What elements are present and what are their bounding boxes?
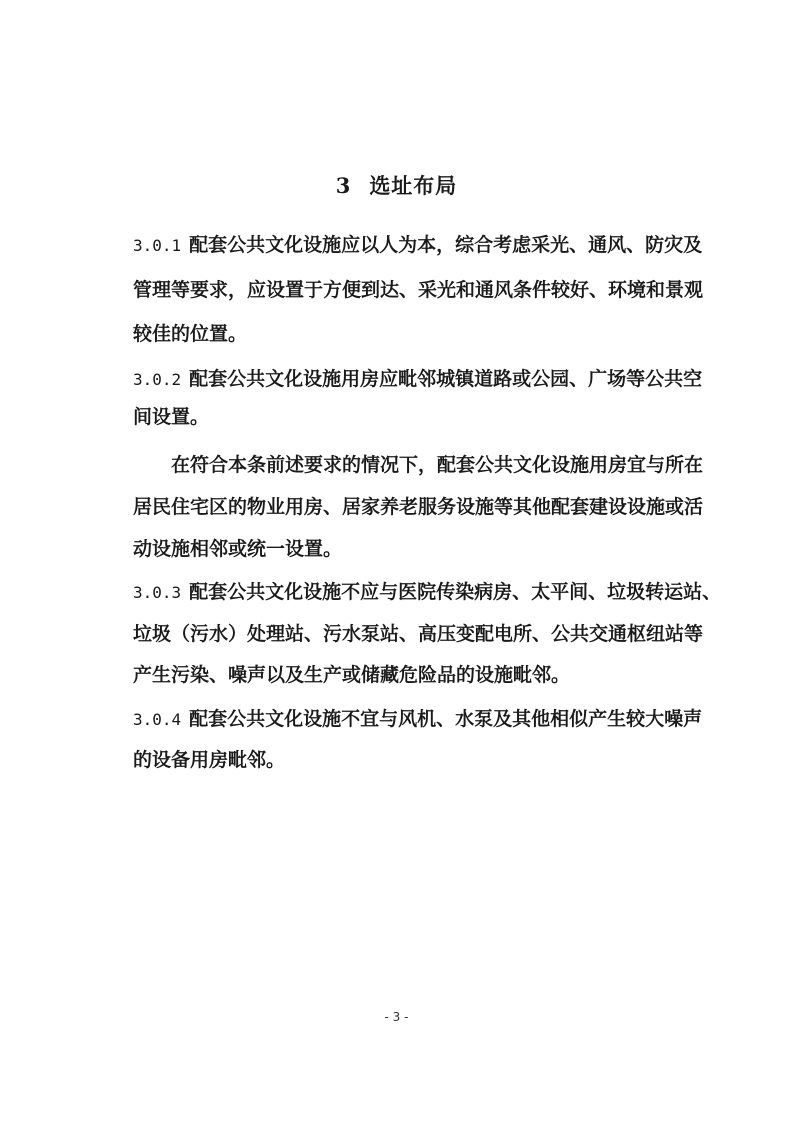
clause-3-0-2-line-1 [133, 366, 702, 393]
clause-number: 3.0.1 [133, 236, 182, 255]
clause-number: 3.0.2 [133, 370, 182, 389]
clause-3-0-3-line-3: 产生污染、噪声以及生产或储藏危险品的设施毗邻。 [133, 664, 571, 686]
clause-3-0-3-line-2: 垃圾（污水）处理站、污水泵站、高压变配电所、公共交通枢纽站等 [133, 623, 704, 645]
clause-3-0-1-line-2: 管理等要求，应设置于方便到达、采光和通风条件较好、环境和景观 [133, 279, 704, 301]
clause-3-0-2-paragraph-line-1: 在符合本条前述要求的情况下，配套公共文化设施用房宜与所在 [171, 454, 704, 476]
chapter-title-text: 选址布局 [369, 173, 458, 198]
clause-text: 配套公共文化设施应以人为本，综合考虑采光、通风、防灾及 [189, 234, 703, 256]
clause-text: 配套公共文化设施用房应毗邻城镇道路或公园、广场等公共空 [189, 368, 703, 390]
clause-3-0-3-line-1 [133, 579, 721, 606]
clause-3-0-2-line-2: 间设置。 [133, 406, 210, 428]
clause-3-0-4-line-2: 的设备用房毗邻。 [133, 749, 286, 771]
page-number: - 3 - [384, 1010, 409, 1024]
clause-text: 配套公共文化设施不宜与风机、水泵及其他相似产生较大噪声 [189, 708, 703, 730]
chapter-title [0, 172, 793, 200]
clause-number: 3.0.4 [133, 710, 182, 729]
chapter-number: 3 [335, 173, 352, 198]
clause-number: 3.0.3 [133, 583, 182, 602]
clause-3-0-1-line-3: 较佳的位置。 [133, 323, 248, 345]
clause-3-0-2-paragraph-line-3: 动设施相邻或统一设置。 [133, 538, 343, 560]
clause-text: 配套公共文化设施不应与医院传染病房、太平间、垃圾转运站、 [189, 581, 722, 603]
clause-3-0-2-paragraph-line-2: 居民住宅区的物业用房、居家养老服务设施等其他配套建设设施或活 [133, 496, 704, 518]
clause-3-0-1-line-1 [133, 232, 702, 259]
clause-3-0-4-line-1 [133, 706, 702, 733]
